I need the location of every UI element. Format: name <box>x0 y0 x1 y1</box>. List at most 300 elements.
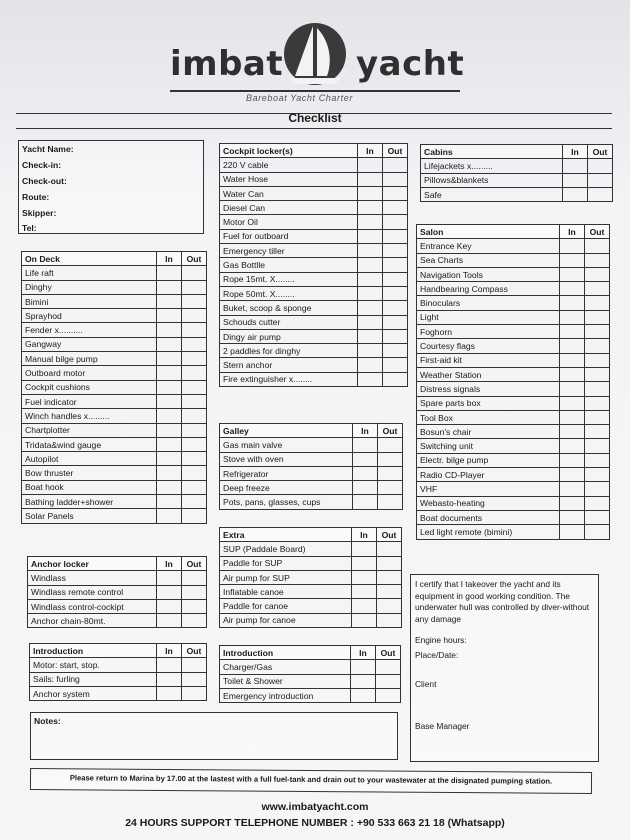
checklist-item-label: Distress signals <box>417 382 560 396</box>
checklist-row <box>220 272 408 286</box>
checklist-item-label: Water Hose <box>220 172 358 186</box>
checklist-item-label: Life raft <box>22 266 157 280</box>
out-checkbox-cell[interactable] <box>383 301 408 315</box>
in-checkbox-cell[interactable] <box>353 438 378 452</box>
out-checkbox-cell[interactable] <box>585 453 610 467</box>
checklist-row <box>28 571 207 585</box>
checklist-item-label: Diesel Can <box>220 201 358 215</box>
in-checkbox-cell[interactable] <box>563 173 588 187</box>
in-checkbox-cell[interactable] <box>560 325 585 339</box>
checklist-item-label: Bathing ladder+shower <box>22 495 157 509</box>
checklist-item-label: Handbearing Compass <box>417 282 560 296</box>
checklist-row <box>417 367 610 381</box>
in-checkbox-cell[interactable] <box>353 481 378 495</box>
in-checkbox-cell[interactable] <box>358 215 383 229</box>
certification-statement: I certify that I takeover the yacht and its equipment in good working condition. The underwater hull was controlled by diver-without any damage <box>415 579 590 624</box>
in-checkbox-cell[interactable] <box>358 201 383 215</box>
checklist-item-label: Anchor chain-80mt. <box>28 614 157 628</box>
out-checkbox-cell[interactable] <box>182 294 207 308</box>
out-checkbox-cell[interactable] <box>585 510 610 524</box>
out-checkbox-cell[interactable] <box>585 367 610 381</box>
in-checkbox-cell[interactable] <box>560 510 585 524</box>
in-checkbox-cell[interactable] <box>157 294 182 308</box>
out-checkbox-cell[interactable] <box>182 686 207 700</box>
tel-label: Tel: <box>22 223 37 233</box>
out-checkbox-cell[interactable] <box>377 556 402 570</box>
checklist-item-label: Refrigerator <box>220 466 353 480</box>
checklist-row <box>220 585 402 599</box>
in-checkbox-cell[interactable] <box>157 480 182 494</box>
checklist-item-label: Paddle for canoe <box>220 599 352 613</box>
checklist-item-label: Pots, pans, glasses, cups <box>220 495 353 509</box>
in-checkbox-cell[interactable] <box>358 315 383 329</box>
in-checkbox-cell[interactable] <box>358 286 383 300</box>
out-checkbox-cell[interactable] <box>585 525 610 539</box>
anchor-locker-header-row <box>28 557 207 571</box>
in-checkbox-cell[interactable] <box>157 280 182 294</box>
out-checkbox-cell[interactable] <box>377 599 402 613</box>
out-checkbox-cell[interactable] <box>182 309 207 323</box>
in-column-header: In <box>352 528 377 542</box>
in-checkbox-cell[interactable] <box>157 614 182 628</box>
out-column-header: Out <box>182 252 207 266</box>
checklist-item-label: Manual bilge pump <box>22 352 157 366</box>
checklist-row <box>220 286 408 300</box>
checklist-row <box>220 495 403 509</box>
in-checkbox-cell[interactable] <box>352 599 377 613</box>
out-checkbox-cell[interactable] <box>182 658 207 672</box>
in-checkbox-cell[interactable] <box>353 466 378 480</box>
out-checkbox-cell[interactable] <box>182 280 207 294</box>
in-checkbox-cell[interactable] <box>560 439 585 453</box>
base-manager-label: Base Manager <box>415 721 470 731</box>
in-checkbox-cell[interactable] <box>560 525 585 539</box>
in-checkbox-cell[interactable] <box>157 323 182 337</box>
checklist-item-label: Sea Charts <box>417 253 560 267</box>
out-checkbox-cell[interactable] <box>182 366 207 380</box>
checklist-row <box>28 585 207 599</box>
checklist-row <box>22 366 207 380</box>
in-column-header: In <box>157 644 182 658</box>
in-checkbox-cell[interactable] <box>358 172 383 186</box>
out-checkbox-cell[interactable] <box>182 323 207 337</box>
checklist-item-label: Led light remote (bimini) <box>417 525 560 539</box>
checklist-item-label: Boat hook <box>22 480 157 494</box>
in-checkbox-cell[interactable] <box>157 495 182 509</box>
in-checkbox-cell[interactable] <box>157 380 182 394</box>
out-checkbox-cell[interactable] <box>378 438 403 452</box>
out-checkbox-cell[interactable] <box>383 272 408 286</box>
checklist-row <box>417 353 610 367</box>
in-checkbox-cell[interactable] <box>351 660 376 674</box>
checklist-row <box>417 239 610 253</box>
in-checkbox-cell[interactable] <box>352 556 377 570</box>
out-checkbox-cell[interactable] <box>383 215 408 229</box>
galley-table <box>219 423 403 510</box>
out-checkbox-cell[interactable] <box>377 585 402 599</box>
in-checkbox-cell[interactable] <box>157 686 182 700</box>
checklist-item-label: Sails: furling <box>30 672 157 686</box>
in-checkbox-cell[interactable] <box>560 282 585 296</box>
out-checkbox-cell[interactable] <box>383 372 408 386</box>
checklist-row <box>22 409 207 423</box>
checklist-row <box>22 309 207 323</box>
checklist-item-label: Inflatable canoe <box>220 585 352 599</box>
in-checkbox-cell[interactable] <box>358 272 383 286</box>
checklist-row <box>220 481 403 495</box>
checklist-row <box>220 201 408 215</box>
in-checkbox-cell[interactable] <box>358 358 383 372</box>
out-checkbox-cell[interactable] <box>182 394 207 408</box>
out-checkbox-cell[interactable] <box>585 439 610 453</box>
out-checkbox-cell[interactable] <box>182 337 207 351</box>
in-checkbox-cell[interactable] <box>560 296 585 310</box>
salon-header-row <box>417 225 610 239</box>
in-checkbox-cell[interactable] <box>358 186 383 200</box>
out-checkbox-cell[interactable] <box>377 570 402 584</box>
out-checkbox-cell[interactable] <box>182 585 207 599</box>
checklist-row <box>220 172 408 186</box>
extra-title: Extra <box>220 528 352 542</box>
on-deck-header-row <box>22 252 207 266</box>
in-checkbox-cell[interactable] <box>560 382 585 396</box>
out-checkbox-cell[interactable] <box>383 158 408 172</box>
out-checkbox-cell[interactable] <box>585 396 610 410</box>
out-checkbox-cell[interactable] <box>383 229 408 243</box>
checklist-item-label: Rope 15mt. X........ <box>220 272 358 286</box>
checklist-item-label: Charger/Gas <box>220 660 351 674</box>
in-checkbox-cell[interactable] <box>157 409 182 423</box>
extra-header-row <box>220 528 402 542</box>
in-checkbox-cell[interactable] <box>358 258 383 272</box>
introduction-mid-table <box>219 645 401 703</box>
out-checkbox-cell[interactable] <box>182 466 207 480</box>
salon-table <box>416 224 610 540</box>
in-checkbox-cell[interactable] <box>560 367 585 381</box>
intro-mid-title: Introduction <box>220 646 351 660</box>
out-checkbox-cell[interactable] <box>376 688 401 702</box>
checklist-item-label: Webasto-heating <box>417 496 560 510</box>
in-checkbox-cell[interactable] <box>563 187 588 201</box>
out-checkbox-cell[interactable] <box>182 672 207 686</box>
tagline: Bareboat Yacht Charter <box>246 93 353 103</box>
checklist-row <box>220 466 403 480</box>
in-checkbox-cell[interactable] <box>157 509 182 523</box>
checklist-row <box>220 660 401 674</box>
checklist-item-label: Entrance Key <box>417 239 560 253</box>
in-checkbox-cell[interactable] <box>157 599 182 613</box>
in-checkbox-cell[interactable] <box>157 309 182 323</box>
in-checkbox-cell[interactable] <box>358 244 383 258</box>
in-checkbox-cell[interactable] <box>358 329 383 343</box>
checklist-row <box>220 556 402 570</box>
in-checkbox-cell[interactable] <box>157 672 182 686</box>
checklist-item-label: Windlass <box>28 571 157 585</box>
out-checkbox-cell[interactable] <box>383 286 408 300</box>
in-checkbox-cell[interactable] <box>560 310 585 324</box>
in-checkbox-cell[interactable] <box>358 229 383 243</box>
checklist-row <box>28 614 207 628</box>
in-checkbox-cell[interactable] <box>157 452 182 466</box>
out-checkbox-cell[interactable] <box>585 410 610 424</box>
website-link[interactable]: www.imbatyacht.com <box>261 801 369 813</box>
in-checkbox-cell[interactable] <box>157 585 182 599</box>
out-checkbox-cell[interactable] <box>383 358 408 372</box>
checklist-item-label: Air pump for SUP <box>220 570 352 584</box>
page-title: Checklist <box>288 111 342 125</box>
out-checkbox-cell[interactable] <box>585 468 610 482</box>
checklist-row <box>220 244 408 258</box>
check-out-label: Check-out: <box>22 176 67 186</box>
in-checkbox-cell[interactable] <box>157 394 182 408</box>
checklist-row <box>417 482 610 496</box>
in-checkbox-cell[interactable] <box>560 482 585 496</box>
checklist-item-label: Windlass control-cockipt <box>28 599 157 613</box>
galley-header-row <box>220 424 403 438</box>
out-checkbox-cell[interactable] <box>383 329 408 343</box>
in-checkbox-cell[interactable] <box>353 495 378 509</box>
checklist-item-label: Dinghy <box>22 280 157 294</box>
in-checkbox-cell[interactable] <box>560 453 585 467</box>
place-date-label: Place/Date: <box>415 650 459 660</box>
out-checkbox-cell[interactable] <box>378 481 403 495</box>
out-checkbox-cell[interactable] <box>182 599 207 613</box>
checklist-item-label: Tool Box <box>417 410 560 424</box>
certification-box <box>410 574 599 762</box>
in-checkbox-cell[interactable] <box>353 452 378 466</box>
out-checkbox-cell[interactable] <box>377 613 402 627</box>
checklist-row <box>30 686 207 700</box>
in-checkbox-cell[interactable] <box>157 337 182 351</box>
in-column-header: In <box>157 557 182 571</box>
check-in-label: Check-in: <box>22 160 62 170</box>
checklist-item-label: Bimini <box>22 294 157 308</box>
in-checkbox-cell[interactable] <box>157 658 182 672</box>
checklist-row <box>417 382 610 396</box>
out-checkbox-cell[interactable] <box>376 660 401 674</box>
out-checkbox-cell[interactable] <box>383 186 408 200</box>
checklist-item-label: Sprayhod <box>22 309 157 323</box>
checklist-row <box>220 315 408 329</box>
out-checkbox-cell[interactable] <box>585 239 610 253</box>
checklist-row <box>220 613 402 627</box>
checklist-row <box>417 296 610 310</box>
out-checkbox-cell[interactable] <box>588 159 613 173</box>
out-checkbox-cell[interactable] <box>588 173 613 187</box>
out-checkbox-cell[interactable] <box>378 495 403 509</box>
checklist-row <box>220 301 408 315</box>
checklist-item-label: Cockpit cushions <box>22 380 157 394</box>
out-checkbox-cell[interactable] <box>383 244 408 258</box>
out-checkbox-cell[interactable] <box>182 495 207 509</box>
checklist-item-label: Switching unit <box>417 439 560 453</box>
title-rule-bottom <box>16 128 612 129</box>
on-deck-table <box>21 251 207 524</box>
in-checkbox-cell[interactable] <box>560 425 585 439</box>
in-checkbox-cell[interactable] <box>157 352 182 366</box>
out-checkbox-cell[interactable] <box>383 344 408 358</box>
checklist-item-label: Safe <box>421 187 563 201</box>
out-checkbox-cell[interactable] <box>585 482 610 496</box>
out-checkbox-cell[interactable] <box>182 380 207 394</box>
cockpit-locker-table <box>219 143 408 387</box>
in-checkbox-cell[interactable] <box>560 468 585 482</box>
checklist-row <box>417 267 610 281</box>
out-checkbox-cell[interactable] <box>585 325 610 339</box>
checklist-row <box>220 438 403 452</box>
cockpit-locker-title: Cockpit locker(s) <box>220 144 358 158</box>
in-checkbox-cell[interactable] <box>560 496 585 510</box>
in-column-header: In <box>358 144 383 158</box>
checklist-item-label: Stern anchor <box>220 358 358 372</box>
brand-imbat: imbat <box>170 44 284 84</box>
checklist-row <box>417 453 610 467</box>
notes-box[interactable] <box>30 712 398 760</box>
checklist-row <box>220 688 401 702</box>
notes-label: Notes: <box>34 716 61 726</box>
in-checkbox-cell[interactable] <box>560 239 585 253</box>
in-checkbox-cell[interactable] <box>352 613 377 627</box>
out-checkbox-cell[interactable] <box>585 339 610 353</box>
out-checkbox-cell[interactable] <box>182 614 207 628</box>
checklist-row <box>22 352 207 366</box>
in-checkbox-cell[interactable] <box>560 339 585 353</box>
out-column-header: Out <box>588 145 613 159</box>
checklist-row <box>220 542 402 556</box>
in-checkbox-cell[interactable] <box>358 344 383 358</box>
out-checkbox-cell[interactable] <box>585 310 610 324</box>
checklist-row <box>220 570 402 584</box>
checklist-row <box>28 599 207 613</box>
out-checkbox-cell[interactable] <box>182 266 207 280</box>
in-checkbox-cell[interactable] <box>352 585 377 599</box>
checklist-item-label: Toilet & Shower <box>220 674 351 688</box>
out-checkbox-cell[interactable] <box>377 542 402 556</box>
checklist-row <box>220 229 408 243</box>
in-checkbox-cell[interactable] <box>157 366 182 380</box>
in-checkbox-cell[interactable] <box>351 688 376 702</box>
in-checkbox-cell[interactable] <box>358 158 383 172</box>
out-checkbox-cell[interactable] <box>585 353 610 367</box>
in-column-header: In <box>560 225 585 239</box>
checklist-row <box>220 158 408 172</box>
out-column-header: Out <box>377 528 402 542</box>
intro-mid-header-row <box>220 646 401 660</box>
checklist-item-label: Rope 50mt. X........ <box>220 286 358 300</box>
checklist-row <box>220 258 408 272</box>
checklist-item-label: Fuel indicator <box>22 394 157 408</box>
checklist-row <box>417 496 610 510</box>
out-checkbox-cell[interactable] <box>182 571 207 585</box>
out-checkbox-cell[interactable] <box>585 253 610 267</box>
in-checkbox-cell[interactable] <box>560 396 585 410</box>
in-checkbox-cell[interactable] <box>157 437 182 451</box>
out-checkbox-cell[interactable] <box>378 452 403 466</box>
checklist-row <box>421 173 613 187</box>
checklist-item-label: VHF <box>417 482 560 496</box>
in-checkbox-cell[interactable] <box>358 372 383 386</box>
on-deck-title: On Deck <box>22 252 157 266</box>
checklist-row <box>22 466 207 480</box>
cabins-title: Cabins <box>421 145 563 159</box>
in-column-header: In <box>351 646 376 660</box>
out-checkbox-cell[interactable] <box>383 315 408 329</box>
checklist-item-label: Autopilot <box>22 452 157 466</box>
out-checkbox-cell[interactable] <box>585 296 610 310</box>
out-column-header: Out <box>182 644 207 658</box>
anchor-locker-table <box>27 556 207 628</box>
out-checkbox-cell[interactable] <box>383 201 408 215</box>
in-checkbox-cell[interactable] <box>563 159 588 173</box>
checklist-item-label: Emergency introduction <box>220 688 351 702</box>
out-checkbox-cell[interactable] <box>182 452 207 466</box>
in-checkbox-cell[interactable] <box>352 542 377 556</box>
in-checkbox-cell[interactable] <box>157 266 182 280</box>
extra-table <box>219 527 402 628</box>
out-checkbox-cell[interactable] <box>182 480 207 494</box>
in-checkbox-cell[interactable] <box>157 423 182 437</box>
checklist-item-label: Weather Station <box>417 367 560 381</box>
out-checkbox-cell[interactable] <box>376 674 401 688</box>
in-checkbox-cell[interactable] <box>560 353 585 367</box>
checklist-item-label: Motor: start, stop. <box>30 658 157 672</box>
checklist-row <box>417 439 610 453</box>
checklist-item-label: SUP (Paddale Board) <box>220 542 352 556</box>
salon-title: Salon <box>417 225 560 239</box>
checklist-row <box>421 187 613 201</box>
checklist-row <box>22 509 207 523</box>
out-checkbox-cell[interactable] <box>588 187 613 201</box>
in-checkbox-cell[interactable] <box>560 253 585 267</box>
out-checkbox-cell[interactable] <box>585 425 610 439</box>
in-checkbox-cell[interactable] <box>157 466 182 480</box>
in-checkbox-cell[interactable] <box>157 571 182 585</box>
in-checkbox-cell[interactable] <box>560 410 585 424</box>
checklist-row <box>220 452 403 466</box>
checklist-row <box>220 329 408 343</box>
out-checkbox-cell[interactable] <box>383 258 408 272</box>
checklist-row <box>417 339 610 353</box>
checklist-row <box>417 410 610 424</box>
out-checkbox-cell[interactable] <box>182 509 207 523</box>
checklist-item-label: Emergency tiller <box>220 244 358 258</box>
in-checkbox-cell[interactable] <box>560 267 585 281</box>
checklist-item-label: Lifejackets x......... <box>421 159 563 173</box>
checklist-row <box>30 672 207 686</box>
checklist-item-label: Fire extinguisher x........ <box>220 372 358 386</box>
out-checkbox-cell[interactable] <box>182 352 207 366</box>
cabins-table <box>420 144 613 202</box>
skipper-label: Skipper: <box>22 208 57 218</box>
in-checkbox-cell[interactable] <box>358 301 383 315</box>
out-checkbox-cell[interactable] <box>383 172 408 186</box>
in-checkbox-cell[interactable] <box>351 674 376 688</box>
checklist-item-label: Gangway <box>22 337 157 351</box>
out-checkbox-cell[interactable] <box>182 437 207 451</box>
out-checkbox-cell[interactable] <box>182 423 207 437</box>
checklist-item-label: 2 paddles for dinghy <box>220 344 358 358</box>
out-checkbox-cell[interactable] <box>585 282 610 296</box>
out-checkbox-cell[interactable] <box>378 466 403 480</box>
in-checkbox-cell[interactable] <box>352 570 377 584</box>
engine-hours-label: Engine hours: <box>415 635 467 645</box>
out-checkbox-cell[interactable] <box>585 267 610 281</box>
galley-title: Galley <box>220 424 353 438</box>
out-checkbox-cell[interactable] <box>585 382 610 396</box>
out-checkbox-cell[interactable] <box>585 496 610 510</box>
out-checkbox-cell[interactable] <box>182 409 207 423</box>
logo-underline <box>170 90 460 92</box>
